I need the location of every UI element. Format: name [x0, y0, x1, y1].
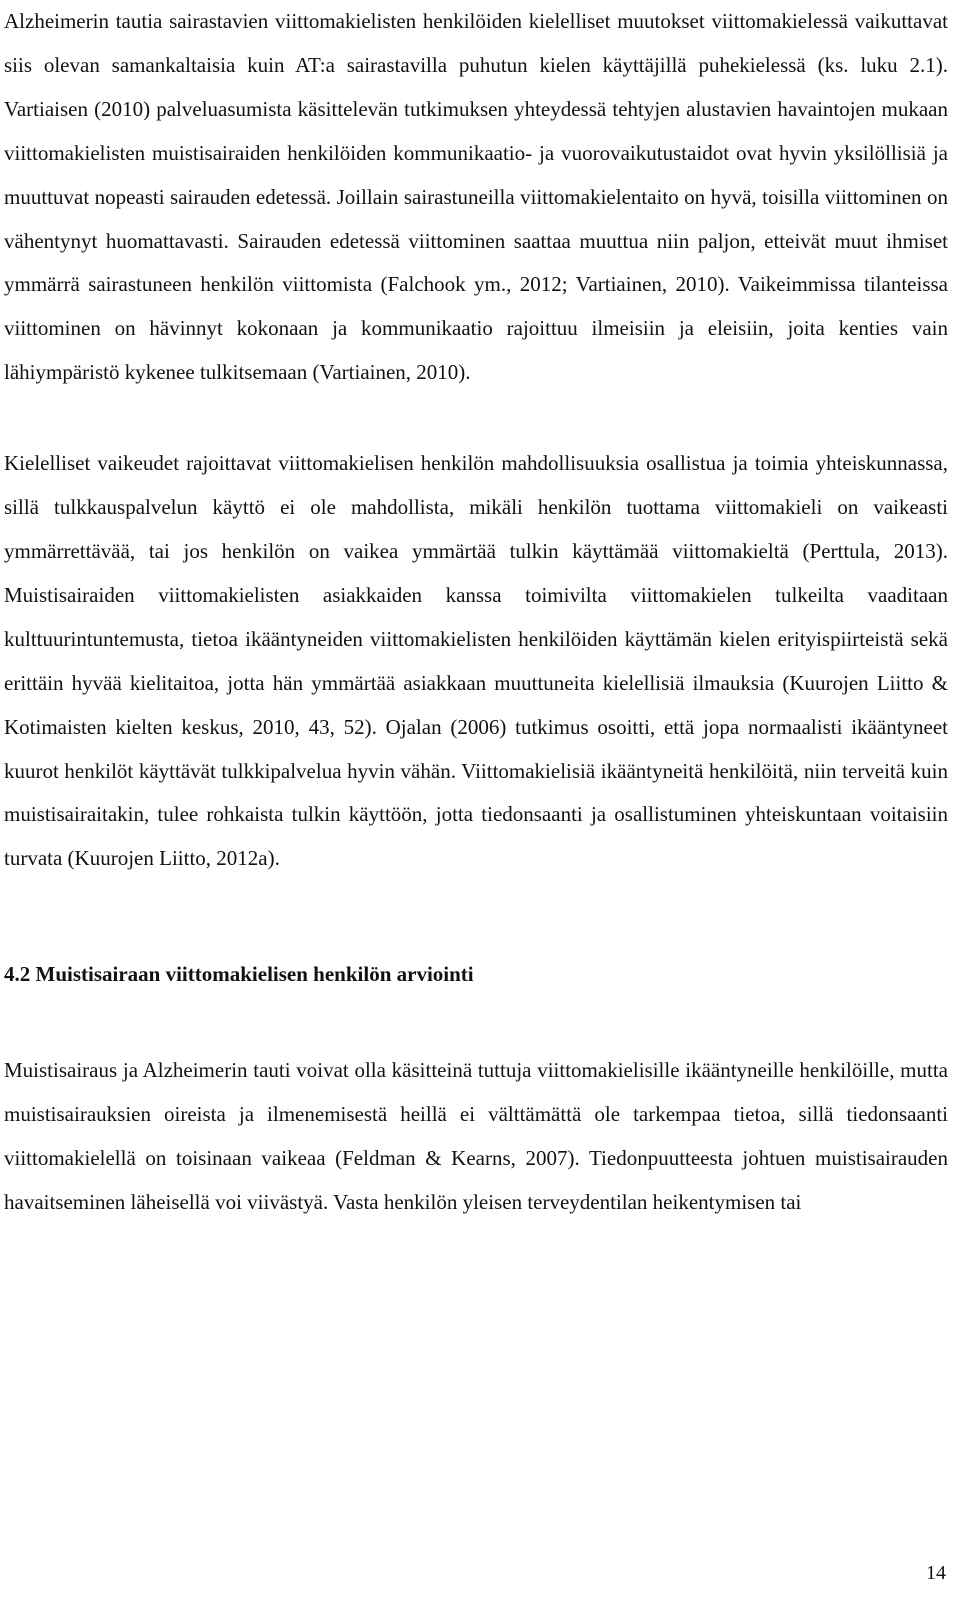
page-number: 14 [926, 1562, 946, 1584]
body-paragraph-3: Muistisairaus ja Alzheimerin tauti voivat olla käsitteinä tuttuja viittomakielisille ikääntyneille henkilöille, mutta muistisairauksien oireista ja ilmenemisestä heillä ei välttämättä ole tarkempaa tietoa, sillä tiedonsaanti viittomakielellä on toisinaan vaikeaa (Feldman & Kearns, 2007). Tiedonpuutteesta johtuen muistisairauden havaitseminen läheisellä voi viivästyä. Vasta henkilön yleisen terveydentilan heikentymisen tai [4, 1058, 948, 1214]
section-heading: 4.2 Muistisairaan viittomakielisen henkilön arviointi [4, 962, 474, 987]
page-content [4, 0, 948, 1225]
body-paragraph-1: Alzheimerin tautia sairastavien viittomakielisten henkilöiden kielelliset muutokset viittomakielessä vaikuttavat siis olevan samankaltaisia kuin AT:a sairastavilla puhutun kielen käyttäjillä puhekielessä (ks. luku 2.1). Vartiaisen (2010) palveluasumista käsittelevän tutkimuksen yhteydessä tehtyjen alustavien havaintojen mukaan viittomakielisten muistisairaiden henkilöiden kommunikaatio- ja vuorovaikutustaidot ovat hyvin yksilöllisiä ja muuttuvat nopeasti sairauden edetessä. Joillain sairastuneilla viittomakielentaito on hyvä, toisilla viittominen on vähentynyt huomattavasti. Sairauden edetessä viittominen saattaa muuttua niin paljon, etteivät muut ihmiset ymmärrä sairastuneen henkilön viittomista (Falchook ym., 2012; Vartiainen, 2010). Vaikeimmissa tilanteissa viittominen on hävinnyt kokonaan ja kommunikaatio rajoittuu ilmeisiin ja eleisiin, joita kenties vain lähiympäristö kykenee tulkitsemaan (Vartiainen, 2010). [4, 9, 948, 385]
body-paragraph-2: Kielelliset vaikeudet rajoittavat viittomakielisen henkilön mahdollisuuksia osallistua ja toimia yhteiskunnassa, sillä tulkkauspalvelun käyttö ei ole mahdollista, mikäli henkilön tuottama viittomakieli on vaikeasti ymmärrettävää, tai jos henkilön on vaikea ymmärtää tulkin käyttämää viittomakieltä (Perttula, 2013). Muistisairaiden viittomakielisten asiakkaiden kanssa toimivilta viittomakielen tulkeilta vaaditaan kulttuurintuntemusta, tietoa ikääntyneiden viittomakielisten henkilöiden käyttämän kielen erityispiirteistä sekä erittäin hyvää kielitaitoa, jotta hän ymmärtää asiakkaan muuttuneita kielellisiä ilmauksia (Kuurojen Liitto & Kotimaisten kielten keskus, 2010, 43, 52). Ojalan (2006) tutkimus osoitti, että jopa normaalisti ikääntyneet kuurot henkilöt käyttävät tulkkipalvelua hyvin vähän. Viittomakielisiä ikääntyneitä henkilöitä, niin terveitä kuin muistisairaitakin, tulee rohkaista tulkin käyttöön, jotta tiedonsaanti ja osallistuminen yhteiskuntaan voitaisiin turvata (Kuurojen Liitto, 2012a). [4, 451, 948, 871]
